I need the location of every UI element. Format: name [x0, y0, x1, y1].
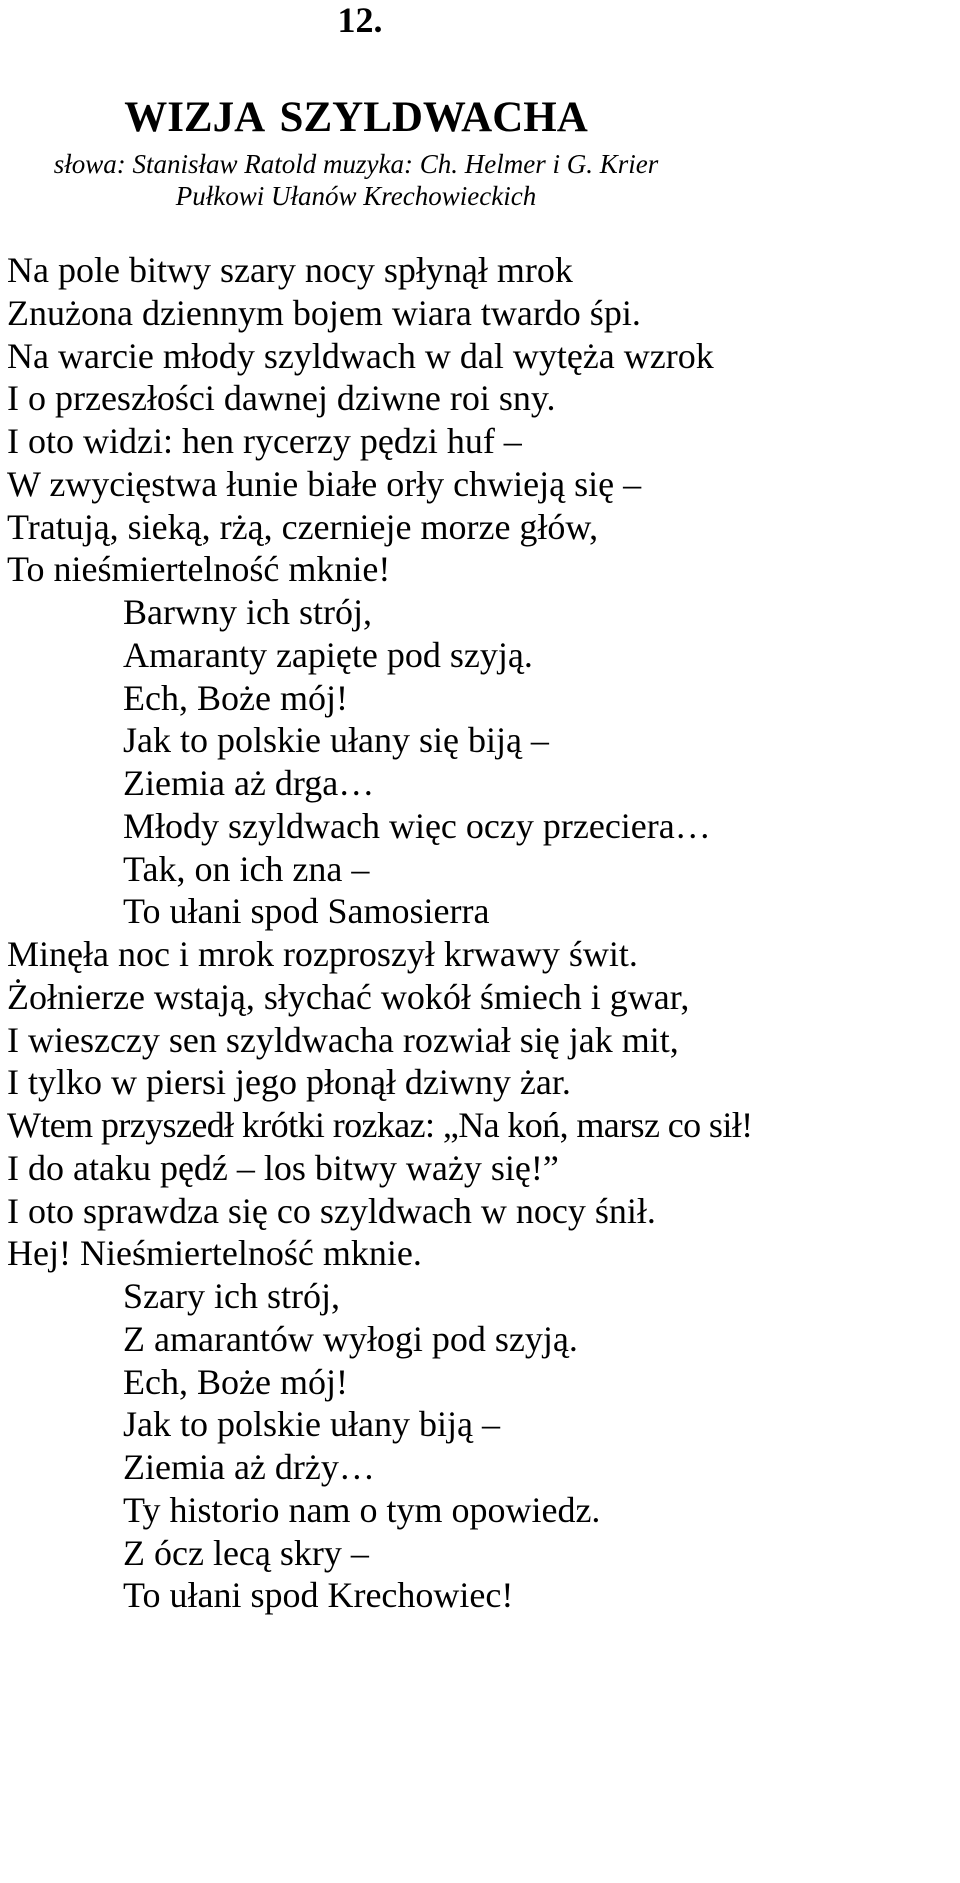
song-credits: słowa: Stanisław Ratold muzyka: Ch. Helmer i G. Krier: [53, 149, 659, 179]
song-title: WIZJA SZYLDWACHA: [124, 94, 588, 141]
lyric-line: Minęła noc i mrok rozproszył krwawy świt.: [7, 934, 638, 974]
refrain-line: Jak to polskie ułany biją –: [123, 1404, 500, 1445]
lyrics: [7, 249, 957, 1617]
refrain-line: Ech, Boże mój!: [123, 677, 348, 718]
lyric-line: I oto sprawdza się co szyldwach w nocy śnił.: [7, 1190, 656, 1231]
refrain-line: Jak to polskie ułany się biją –: [123, 720, 549, 761]
lyric-line: I o przeszłości dawnej dziwne roi sny.: [7, 378, 556, 419]
refrain-line: Tak, on ich zna –: [123, 848, 370, 889]
lyric-line: I tylko w piersi jego płonął dziwny żar.: [7, 1062, 571, 1103]
lyric-line: Tratują, sieką, rżą, czernieje morze głów,: [7, 506, 599, 547]
refrain-line: Z amarantów wyłogi pod szyją.: [123, 1318, 578, 1359]
lyric-line: Wtem przyszedł krótki rozkaz: „Na koń, marsz co sił!: [7, 1105, 753, 1145]
refrain-line: Ty historio nam o tym opowiedz.: [123, 1489, 601, 1530]
page-number: 12.: [337, 0, 383, 40]
refrain-line: Młody szyldwach więc oczy przeciera…: [123, 805, 711, 846]
refrain-line: Ech, Boże mój!: [123, 1361, 348, 1402]
refrain-line: Barwny ich strój,: [123, 592, 372, 632]
lyric-line: To nieśmiertelność mknie!: [7, 549, 391, 590]
lyric-line: W zwycięstwa łunie białe orły chwieją się –: [7, 463, 642, 504]
lyric-line: Na warcie młody szyldwach w dal wytęża wzrok: [7, 335, 714, 376]
lyric-line: Znużona dziennym bojem wiara twardo śpi.: [7, 292, 641, 333]
song-dedication: Pułkowi Ułanów Krechowieckich: [175, 181, 537, 211]
refrain-line: To ułani spod Samosierra: [123, 891, 490, 932]
lyric-line: I oto widzi: hen rycerzy pędzi huf –: [7, 421, 522, 461]
refrain-line: To ułani spod Krechowiec!: [123, 1575, 514, 1616]
refrain-line: Szary ich strój,: [123, 1276, 340, 1316]
lyric-line: Na pole bitwy szary nocy spłynął mrok: [7, 250, 573, 290]
lyric-line: Żołnierze wstają, słychać wokół śmiech i gwar,: [7, 976, 690, 1017]
refrain-line: Ziemia aż drży…: [123, 1447, 375, 1487]
refrain-line: Ziemia aż drga…: [123, 763, 375, 803]
lyric-line: I do ataku pędź – los bitwy waży się!”: [7, 1147, 559, 1188]
refrain-line: Z ócz lecą skry –: [123, 1532, 369, 1573]
lyric-line: Hej! Nieśmiertelność mknie.: [7, 1233, 422, 1274]
refrain-line: Amaranty zapięte pod szyją.: [123, 634, 533, 675]
lyric-line: I wieszczy sen szyldwacha rozwiał się jak mit,: [7, 1019, 679, 1060]
